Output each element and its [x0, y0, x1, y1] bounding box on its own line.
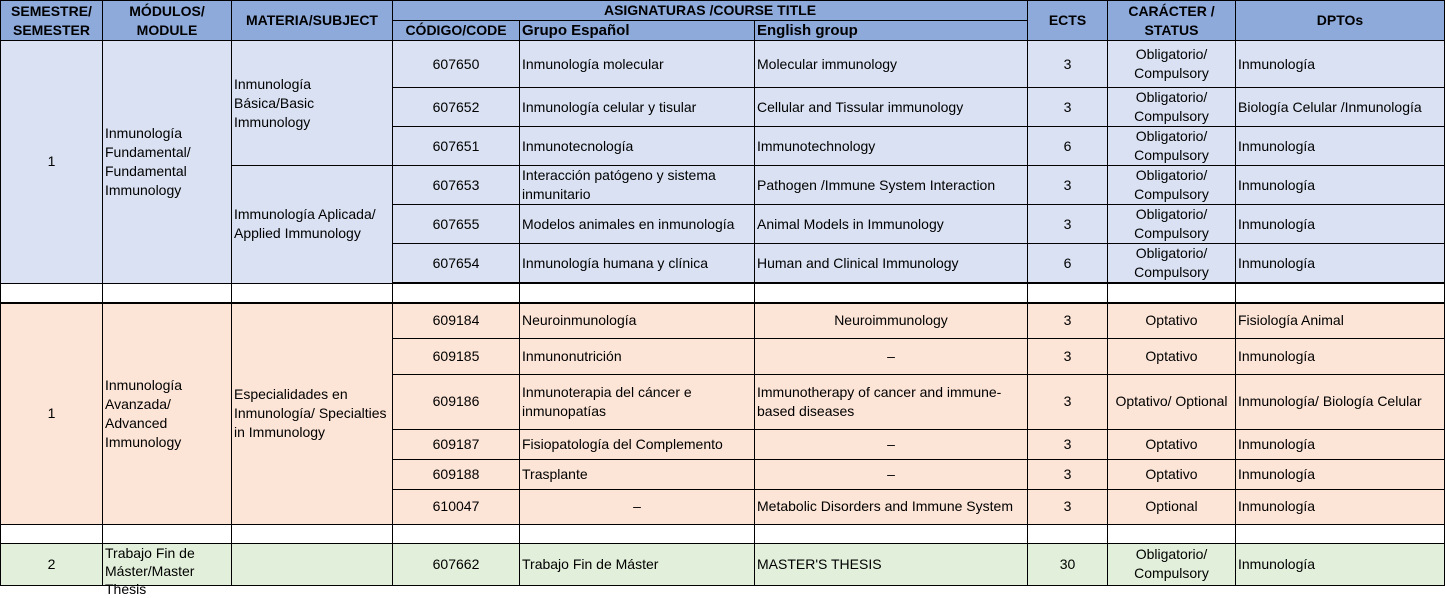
course-ects: 3: [1028, 166, 1108, 205]
course-spanish: Inmunología humana y clínica: [520, 244, 755, 284]
course-ects: 6: [1028, 127, 1108, 166]
course-spanish: Inmunotecnología: [520, 127, 755, 166]
course-english: –: [755, 459, 1028, 489]
course-spanish: Inmunología molecular: [520, 41, 755, 88]
header-course-title: ASIGNATURAS /COURSE TITLE: [393, 1, 1028, 21]
table-row: [1, 303, 1445, 338]
course-dept: Inmunología: [1236, 489, 1445, 524]
course-dept: Inmunología: [1236, 127, 1445, 166]
course-english: Immunotherapy of cancer and immune-based diseases: [755, 374, 1028, 429]
course-dept: Inmunología: [1236, 244, 1445, 284]
course-status: Obligatorio/ Compulsory: [1108, 244, 1236, 284]
course-code: 610047: [393, 489, 520, 524]
block2-semester: 1: [1, 303, 103, 524]
course-code: 607652: [393, 88, 520, 127]
course-status: Optional: [1108, 489, 1236, 524]
course-ects: 3: [1028, 88, 1108, 127]
block2-module: Inmunología Avanzada/ Advanced Immunology: [103, 303, 232, 524]
course-spanish: Inmunoterapia del cáncer e inmunopatías: [520, 374, 755, 429]
header-english-group: English group: [755, 21, 1028, 41]
course-code: 607650: [393, 41, 520, 88]
course-code: 609184: [393, 303, 520, 338]
header-depts: DPTOs: [1236, 1, 1445, 41]
course-english: Animal Models in Immunology: [755, 205, 1028, 244]
course-spanish: Interacción patógeno y sistema inmunitario: [520, 166, 755, 205]
course-dept: Inmunología: [1236, 338, 1445, 374]
course-dept: Inmunología: [1236, 205, 1445, 244]
course-ects: 3: [1028, 338, 1108, 374]
header-subject: MATERIA/SUBJECT: [232, 1, 393, 41]
course-code: 609187: [393, 429, 520, 459]
course-status: Obligatorio/ Compulsory: [1108, 543, 1236, 585]
block3-semester: 2: [1, 543, 103, 585]
block1-semester: 1: [1, 41, 103, 284]
course-spanish: Neuroinmunología: [520, 303, 755, 338]
course-code: 609185: [393, 338, 520, 374]
course-english: Neuroimmunology: [755, 303, 1028, 338]
course-code: 607655: [393, 205, 520, 244]
course-english: Pathogen /Immune System Interaction: [755, 166, 1028, 205]
block3-subject: [232, 543, 393, 585]
course-status: Obligatorio/ Compulsory: [1108, 205, 1236, 244]
course-status: Obligatorio/ Compulsory: [1108, 41, 1236, 88]
course-status: Obligatorio/ Compulsory: [1108, 88, 1236, 127]
course-ects: 3: [1028, 459, 1108, 489]
course-english: –: [755, 429, 1028, 459]
course-dept: Fisiología Animal: [1236, 303, 1445, 338]
course-code: 609188: [393, 459, 520, 489]
course-english: Cellular and Tissular immunology: [755, 88, 1028, 127]
course-ects: 3: [1028, 374, 1108, 429]
block1-subject-basic: Inmunología Básica/Basic Immunology: [232, 41, 393, 166]
course-english: –: [755, 338, 1028, 374]
header-module: MÓDULOS/ MODULE: [103, 1, 232, 41]
block3-module: Trabajo Fin de Máster/Master Thesis: [103, 543, 232, 585]
course-status: Optativo: [1108, 429, 1236, 459]
course-dept: Inmunología: [1236, 166, 1445, 205]
course-dept: Biología Celular /Inmunología: [1236, 88, 1445, 127]
course-status: Optativo: [1108, 303, 1236, 338]
course-ects: 3: [1028, 489, 1108, 524]
course-english: Human and Clinical Immunology: [755, 244, 1028, 284]
course-ects: 3: [1028, 303, 1108, 338]
block2-subject: Especialidades en Inmunología/ Specialties in Immunology: [232, 303, 393, 524]
header-semester: SEMESTRE/ SEMESTER: [1, 1, 103, 41]
course-english: Metabolic Disorders and Immune System: [755, 489, 1028, 524]
table-row: [1, 41, 1445, 88]
course-spanish: Fisiopatología del Complemento: [520, 429, 755, 459]
course-dept: Inmunología: [1236, 459, 1445, 489]
course-ects: 30: [1028, 543, 1108, 585]
header-code: CÓDIGO/CODE: [393, 21, 520, 41]
course-english: MASTER'S THESIS: [755, 543, 1028, 585]
course-dept: Inmunología/ Biología Celular: [1236, 374, 1445, 429]
course-code: 607653: [393, 166, 520, 205]
course-spanish: Trabajo Fin de Máster: [520, 543, 755, 585]
course-code: 607651: [393, 127, 520, 166]
course-spanish: Trasplante: [520, 459, 755, 489]
course-dept: Inmunología: [1236, 543, 1445, 585]
course-spanish: Inmunonutrición: [520, 338, 755, 374]
header-status: CARÁCTER / STATUS: [1108, 1, 1236, 41]
course-status: Obligatorio/ Compulsory: [1108, 166, 1236, 205]
course-spanish: –: [520, 489, 755, 524]
course-spanish: Inmunología celular y tisular: [520, 88, 755, 127]
block1-module: Inmunología Fundamental/ Fundamental Immunology: [103, 41, 232, 284]
block1-subject-applied: Immunología Aplicada/ Applied Immunology: [232, 166, 393, 284]
course-code: 609186: [393, 374, 520, 429]
course-english: Immunotechnology: [755, 127, 1028, 166]
course-ects: 3: [1028, 429, 1108, 459]
course-dept: Inmunología: [1236, 41, 1445, 88]
course-spanish: Modelos animales en inmunología: [520, 205, 755, 244]
course-status: Optativo/ Optional: [1108, 374, 1236, 429]
course-code: 607654: [393, 244, 520, 284]
spacer-row: [1, 283, 1445, 303]
course-ects: 3: [1028, 41, 1108, 88]
course-ects: 6: [1028, 244, 1108, 284]
course-code: 607662: [393, 543, 520, 585]
course-status: Optativo: [1108, 459, 1236, 489]
header-spanish-group: Grupo Español: [520, 21, 755, 41]
course-status: Optativo: [1108, 338, 1236, 374]
table-row: [1, 543, 1445, 585]
header-ects: ECTS: [1028, 1, 1108, 41]
course-dept: Inmunología: [1236, 429, 1445, 459]
course-status: Obligatorio/ Compulsory: [1108, 127, 1236, 166]
course-ects: 3: [1028, 205, 1108, 244]
spacer-row: [1, 524, 1445, 543]
course-english: Molecular immunology: [755, 41, 1028, 88]
